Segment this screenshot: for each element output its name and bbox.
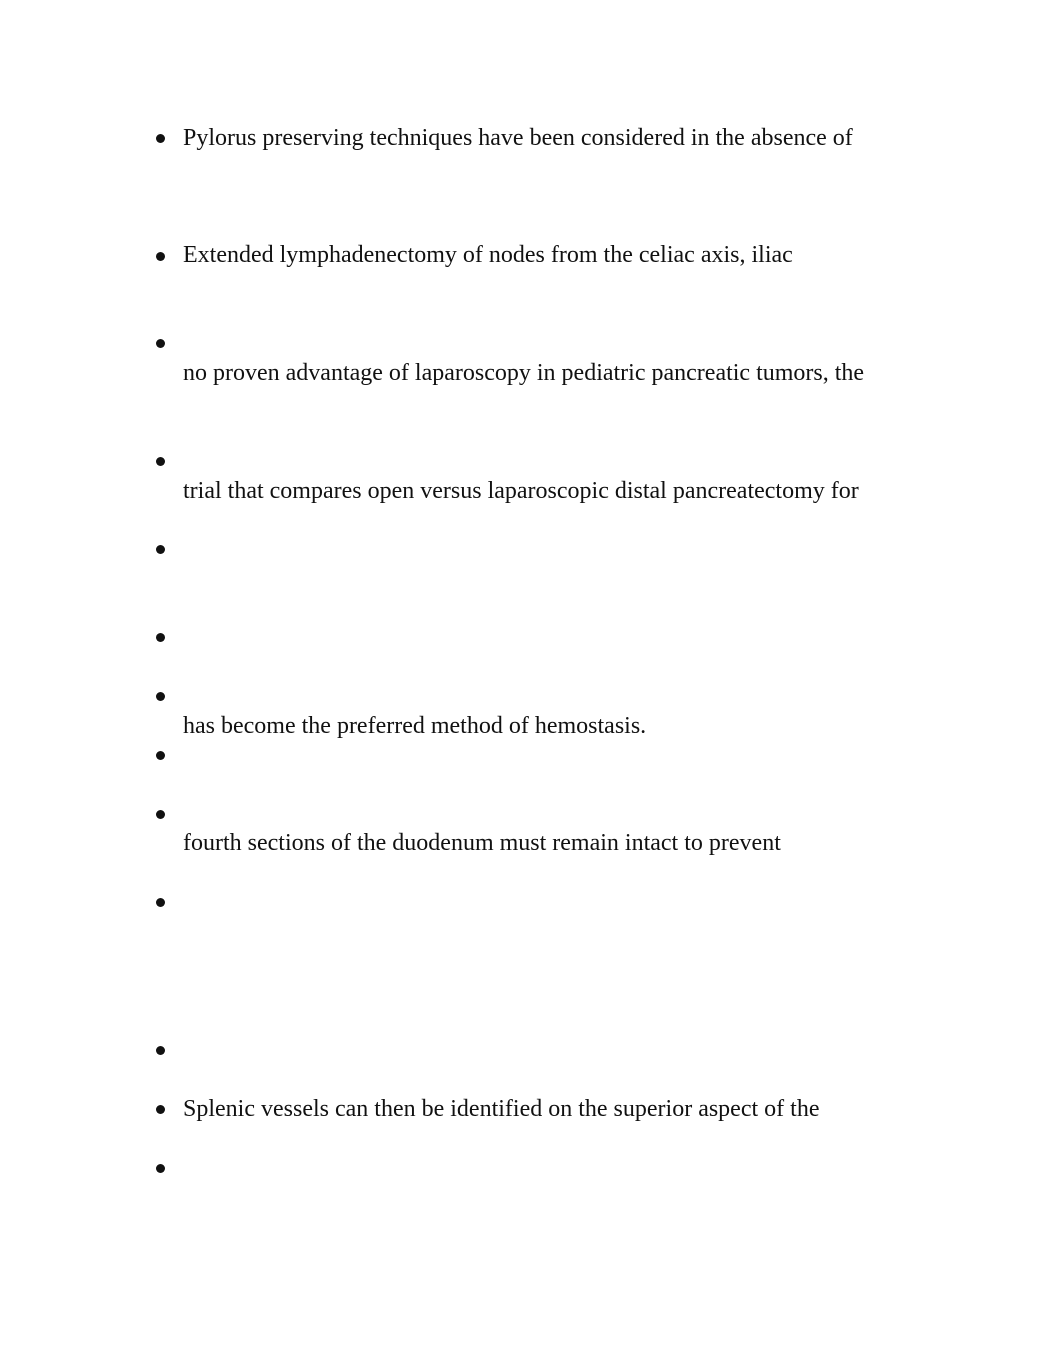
list-item-text: has become the preferred method of hemostasis.: [183, 713, 647, 739]
list-item-text: Extended lymphadenectomy of nodes from the celiac axis, iliac: [183, 242, 793, 268]
bullet-icon: [156, 252, 165, 261]
bullet-icon: [156, 134, 165, 143]
bullet-icon: [156, 1164, 165, 1173]
bullet-icon: [156, 692, 165, 701]
list-item-text: trial that compares open versus laparoscopic distal pancreatectomy for: [183, 478, 859, 504]
bullet-icon: [156, 339, 165, 348]
bullet-icon: [156, 1105, 165, 1114]
bullet-icon: [156, 898, 165, 907]
bullet-icon: [156, 545, 165, 554]
list-item-text: fourth sections of the duodenum must remain intact to prevent: [183, 830, 781, 856]
bullet-icon: [156, 751, 165, 760]
bullet-icon: [156, 810, 165, 819]
bullet-icon: [156, 1046, 165, 1055]
bullet-icon: [156, 633, 165, 642]
list-item-text: Splenic vessels can then be identified on the superior aspect of the: [183, 1096, 820, 1122]
bullet-icon: [156, 457, 165, 466]
list-item-text: Pylorus preserving techniques have been considered in the absence of: [183, 125, 853, 151]
list-item-text: no proven advantage of laparoscopy in pediatric pancreatic tumors, the: [183, 360, 865, 386]
